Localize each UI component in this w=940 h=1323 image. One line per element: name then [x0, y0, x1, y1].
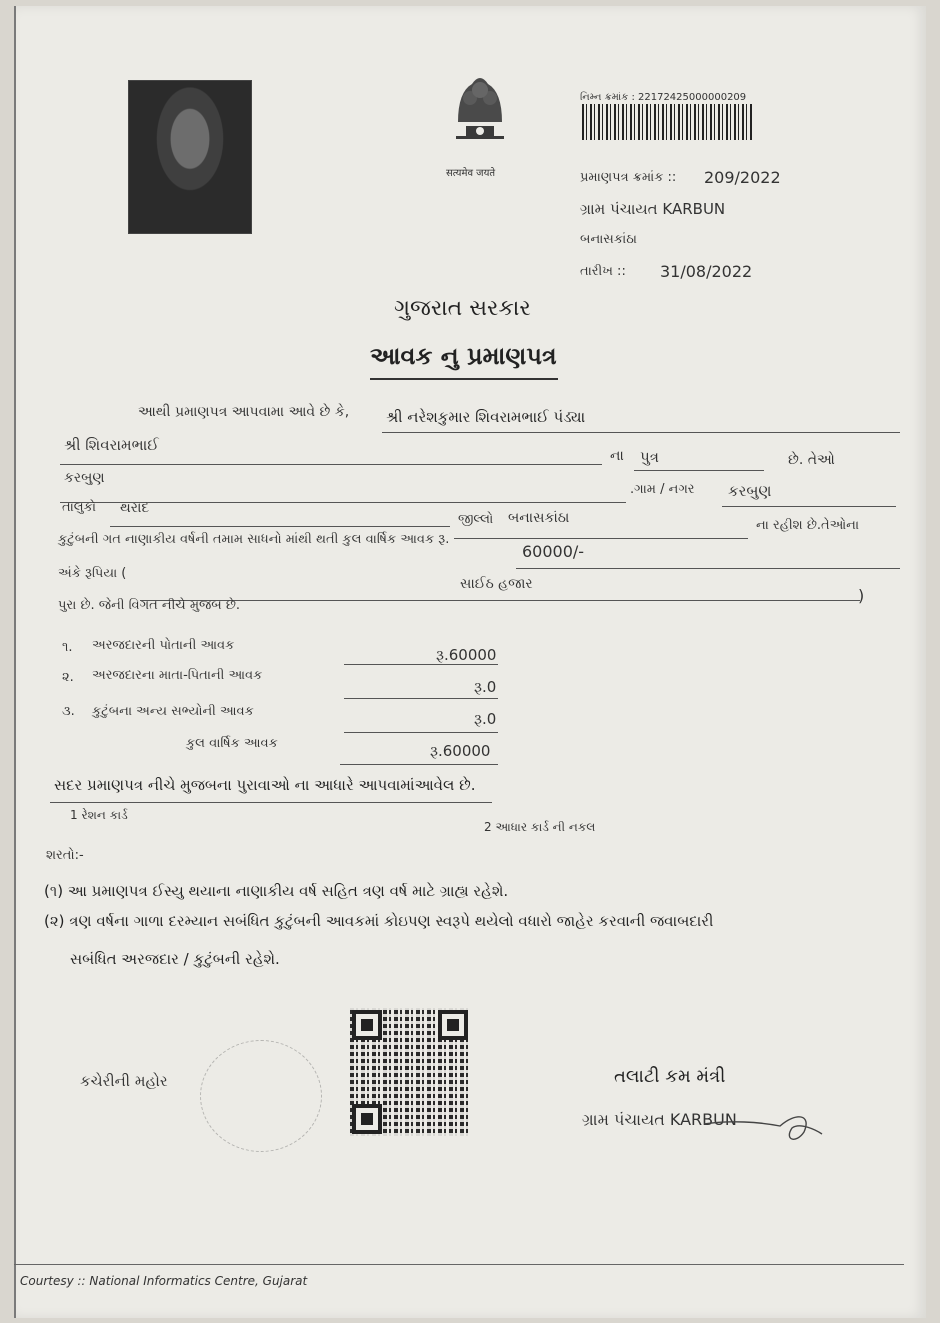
gam-nagar-label: .ગામ / નગર — [630, 482, 695, 497]
row-number: ૩. — [62, 704, 75, 719]
row-label: અરજદારની પોતાની આવક — [92, 638, 235, 653]
row-line — [344, 664, 498, 665]
chhe-teo: છે. તેઓ — [788, 452, 835, 468]
taluko: થરાદ — [120, 500, 150, 516]
cert-no: 209/2022 — [704, 168, 781, 187]
title-underline — [370, 378, 558, 380]
jillo-line — [454, 538, 748, 539]
barcode — [582, 104, 752, 140]
row-amount: રૂ.0 — [474, 710, 497, 728]
father-line — [60, 464, 602, 465]
evidence-heading: સદર પ્રમાણપત્ર નીચે મુજબના પુરાવાઓ ના આધારે આપવામાંઆવેલ છે. — [54, 776, 476, 794]
taluko-line — [110, 526, 450, 527]
signature-panchayat: ગ્રામ પંચાયત KARBUN — [582, 1110, 737, 1129]
resident-text: ના રહીશ છે.તેઓના — [756, 518, 860, 533]
emblem-motto: सत्यमेव जयते — [446, 168, 496, 179]
condition-2b: સબંધિત અરજદાર / કુટુંબની રહેશે. — [70, 950, 280, 968]
state-emblem-icon — [444, 68, 516, 160]
intro-text: આથી પ્રમાણપત્ર આપવામા આવે છે કે, — [138, 404, 350, 420]
taluko-label: તાલુકો — [62, 500, 97, 515]
words-close: ) — [858, 586, 865, 605]
income-line — [516, 568, 900, 569]
gam-nagar: કરબુણ — [728, 482, 772, 500]
date: 31/08/2022 — [660, 262, 753, 281]
total-amount: રૂ.60000 — [430, 742, 491, 760]
total-line — [340, 764, 498, 765]
government-title: ગુજરાત સરકાર — [394, 296, 531, 321]
name-line — [382, 432, 900, 433]
condition-1: (૧) આ પ્રમાણપત્ર ઈસ્યુ થયાના નાણાકીય વર્ષ સહિત ત્રણ વર્ષ માટે ગ્રાહ્ય રહેશે. — [44, 882, 509, 900]
gram-panchayat: ગ્રામ પંચાયત KARBUN — [580, 200, 726, 218]
evidence-doc-2: 2 આધાર કાર્ડ ની નકલ — [484, 820, 596, 834]
row-amount: રૂ.0 — [474, 678, 497, 696]
row-line — [344, 698, 498, 699]
signature-scribble-icon — [700, 1104, 830, 1150]
footer-courtesy: Courtesy :: National Informatics Centre, Gujarat — [20, 1274, 308, 1288]
row-number: ૧. — [62, 640, 73, 655]
relation-line — [634, 470, 764, 471]
jillo: બનાસકાંઠા — [508, 510, 570, 526]
detail-text: પુરા છે. જેની વિગત નીચે મુજબ છે. — [58, 598, 241, 613]
office-seal-label: કચેરીની મહોર — [80, 1072, 168, 1090]
office-stamp — [200, 1040, 322, 1152]
row-number: ૨. — [62, 670, 74, 685]
condition-2a: (૨) ત્રણ વર્ષના ગાળા દરમ્યાન સબંધિત કુટુંબની આવકમાં કોઇપણ સ્વરૂપે થયેલો વધારો જાહેર કરવાની જવાબદારી — [44, 912, 714, 930]
evidence-doc-1: 1 રેશન કાર્ડ — [70, 808, 128, 822]
designation: તલાટી કમ મંત્રી — [614, 1066, 726, 1087]
qr-code — [350, 1008, 470, 1136]
income-text: કુટુંબની ગત નાણાકીય વર્ષની તમામ સાધનો માંથી થતી કુલ વાર્ષિક આવક રૂ. — [58, 532, 450, 547]
row-label: અરજદારના માતા-પિતાની આવક — [92, 668, 263, 683]
total-label: કુલ વાર્ષિક આવક — [186, 736, 278, 751]
na-text: ના — [610, 448, 624, 464]
relation: પુત્ર — [640, 448, 659, 466]
date-label: તારીખ :: — [580, 264, 626, 279]
father-name: શ્રી શિવરામભાઈ — [64, 436, 159, 454]
serial-number: નિમ્ન ક્રમાંક : 22172425000000209 — [580, 92, 747, 103]
gam-nagar-line — [722, 506, 896, 507]
conditions-label: શરતો:- — [46, 848, 84, 863]
cert-no-label: પ્રમાણપત્ર ક્રમાંક :: — [580, 170, 677, 185]
district: બનાસકાંઠા — [580, 232, 637, 247]
evidence-underline — [50, 802, 492, 803]
row-line — [344, 732, 498, 733]
applicant-name: શ્રી નરેશકુમાર શિવરામભાઈ પંડ્યા — [386, 408, 586, 426]
amount-in-words: સાઈઠ હજાર — [460, 576, 533, 592]
certificate-title: આવક નુ પ્રમાણપત્ર — [370, 342, 557, 370]
words-label: અંકે રૂપિયા ( — [58, 566, 127, 581]
village-name: કરબુણ — [64, 470, 105, 486]
words-line — [140, 600, 860, 601]
income-amount: 60000/- — [522, 542, 585, 561]
jillo-label: જીલ્લો — [458, 512, 494, 527]
footer-divider — [14, 1264, 904, 1265]
applicant-photo — [128, 80, 252, 234]
row-amount: રૂ.60000 — [436, 646, 497, 664]
row-label: કુટુંબના અન્ય સભ્યોની આવક — [92, 704, 254, 719]
